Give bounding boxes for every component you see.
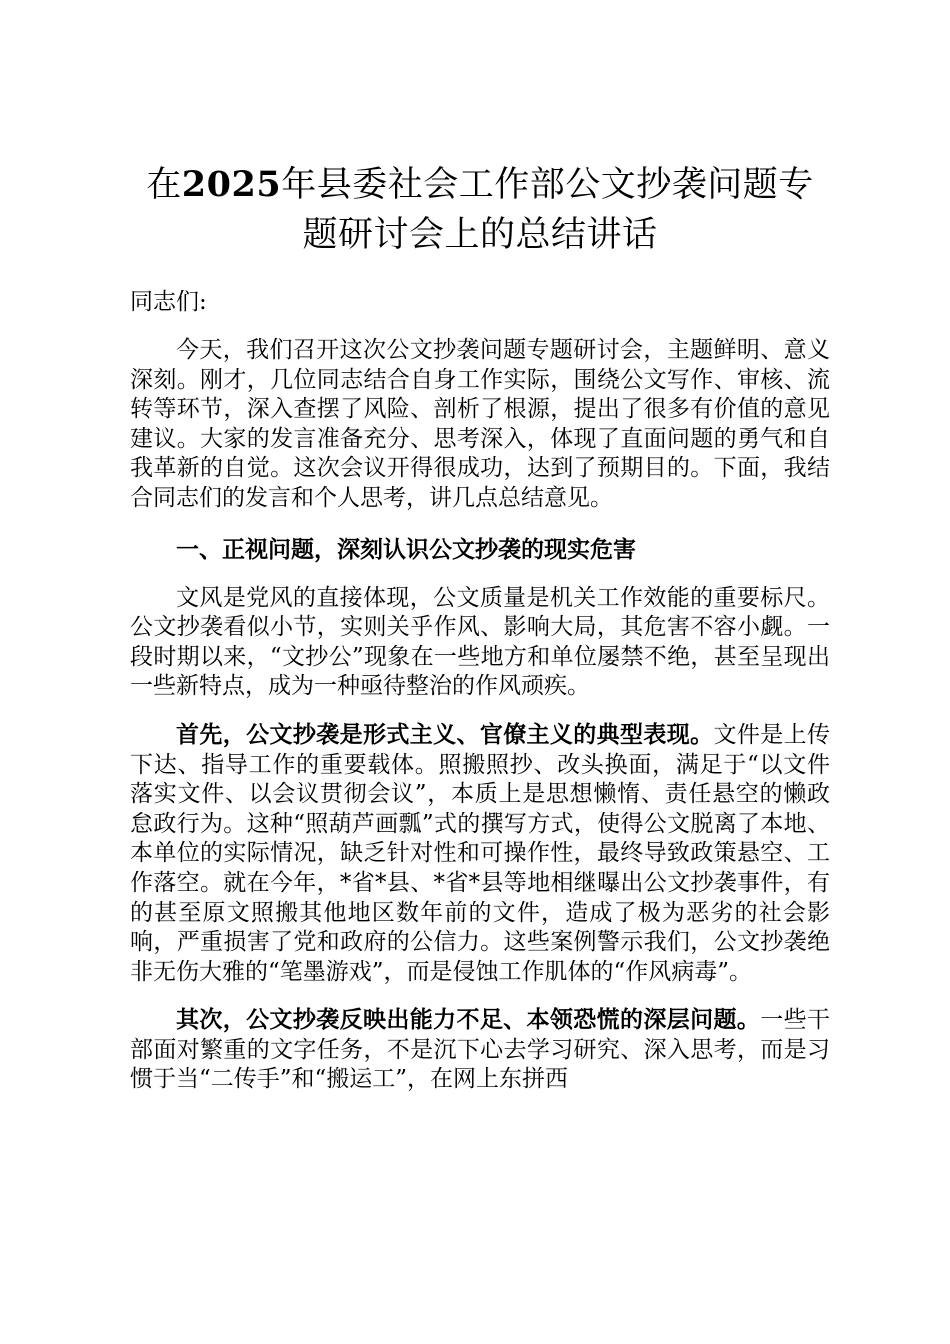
section-1-heading: 一、正视问题，深刻认识公文抄袭的现实危害: [176, 535, 636, 563]
salutation: 同志们:: [130, 289, 207, 315]
point-2-paragraph: [130, 1005, 830, 1095]
title-suffix: 年县委社会工作部公文抄袭问题专题研讨会上的总结讲话: [281, 165, 814, 255]
intro-paragraph: 今天，我们召开这次公文抄袭问题专题研讨会，主题鲜明、意义深刻。刚才，几位同志结合自身工作实际，围绕公文写作、审核、流转等环节，深入查摆了风险、剖析了根源，提出了很多有价值的意见建议。大家的发言准备充分、思考深入，体现了直面问题的勇气和自我革新的自觉。这次会议开得很成功，达到了预期目的。下面，我结合同志们的发言和个人思考，讲几点总结意见。: [130, 337, 830, 511]
point-1-body: 文件是上传下达、指导工作的重要载体。照搬照抄、改头换面，满足于“以文件落实文件、以会议贯彻会议”，本质上是思想懒惰、责任悬空的懒政怠政行为。这种“照葫芦画瓢”式的撰写方式，使得公文脱离了本地、本单位的实际情况，缺乏针对性和可操作性，最终导致政策悬空、工作落空。就在今年，*省*县、*省*县等地相继曝出公文抄袭事件，有的甚至原文照搬其他地区数年前的文件，造成了极为恶劣的社会影响，严重损害了党和政府的公信力。这些案例警示我们，公文抄袭绝非无伤大雅的“笔墨游戏”，而是侵蚀工作肌体的“作风病毒”。: [130, 721, 831, 985]
point-1-paragraph: [130, 720, 830, 987]
point-2-lead: 其次，公文抄袭反映出能力不足、本领恐慌的深层问题。: [176, 1006, 761, 1034]
section-1-paragraph: 文风是党风的直接体现，公文质量是机关工作效能的重要标尺。公文抄袭看似小节，实则关乎作风、影响大局，其危害不容小觑。一段时期以来，“文抄公”现象在一些地方和单位屡禁不绝，甚至呈现出一些新特点，成为一种亟待整治的作风顽疾。: [130, 584, 830, 700]
title-year: 2025: [181, 164, 282, 205]
title-prefix: 在: [146, 165, 182, 205]
document-title: [130, 160, 830, 260]
point-1-lead: 首先，公文抄袭是形式主义、官僚主义的典型表现。: [176, 720, 714, 748]
point-2-body: 一些干部面对繁重的文字任务，不是沉下心去学习研究、深入思考，而是习惯于当“二传手”和“搬运工”，在网上东拼西: [130, 1007, 831, 1093]
document-page: [130, 160, 830, 1095]
